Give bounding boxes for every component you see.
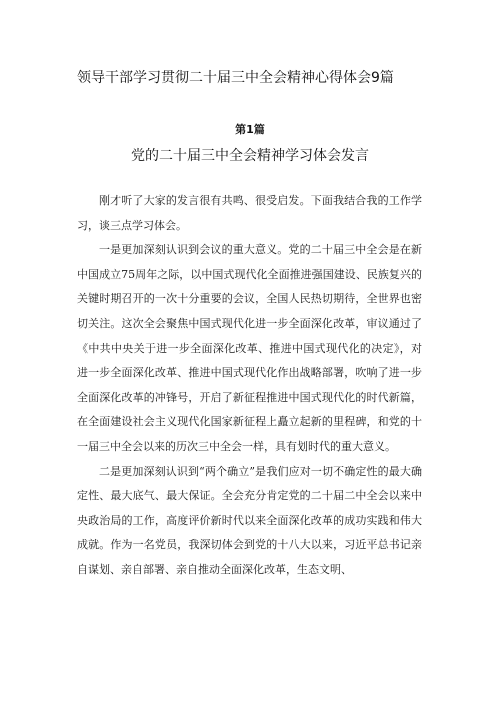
paragraph-point-one: 一是更加深刻认识到会议的重大意义。党的二十届三中全会是在新中国成立75周年之际，以中国式现代化全面推进强国建设、民族复兴的关键时期召开的一次十分重要的会议，全国人民热切期待，全世界也密切关注。这次全会聚焦中国式现代化进一步全面深化改革，审议通过了《中共中央关于进一步全面深化改革、推进中国式现代化的决定》，对进一步全面深化改革、推进中国式现代化作出战略部署，吹响了进一步全面深化改革的冲锋号，开启了新征程推进中国式现代化的时代新篇，在全面建设社会主义现代化国家新征程上矗立起新的里程碑，和党的十一届三中全会以来的历次三中全会一样，具有划时代的重大意义。	[77, 243, 422, 453]
body-text	[77, 189, 422, 583]
paragraph-intro: 刚才听了大家的发言很有共鸣、很受启发。下面我结合我的工作学习，谈三点学习体会。	[77, 194, 422, 232]
document-title: 领导干部学习贯彻二十届三中全会精神心得体会9篇	[77, 70, 394, 86]
section-title: 党的二十届三中全会精神学习体会发言	[131, 148, 369, 164]
section-number: 第1篇	[235, 123, 265, 136]
paragraph-point-two: 二是更加深刻认识到“两个确立”是我们应对一切不确定性的最大确定性、最大底气、最大保证。全会充分肯定党的二十届二中全会以来中央政治局的工作，高度评价新时代以来全面深化改革的成功实践和伟大成就。作为一名党员，我深切体会到党的十八大以来，习近平总书记亲自谋划、亲自部署、亲自推动全面深化改革，生态文明、	[77, 464, 422, 576]
